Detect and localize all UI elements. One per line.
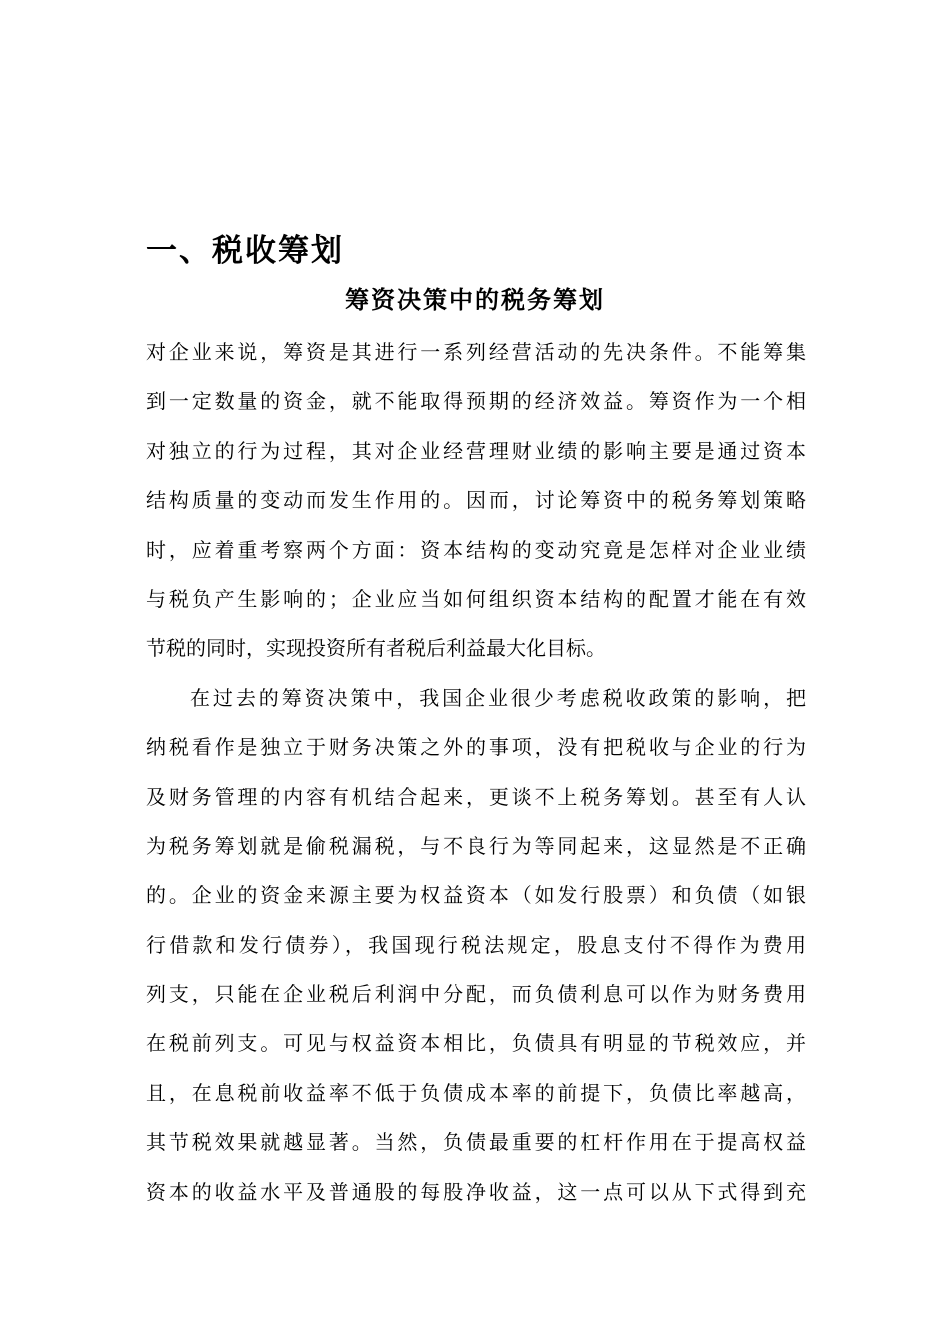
text-line: 行借款和发行债券），我国现行税法规定，股息支付不得作为费用 [146, 932, 806, 957]
text-line: 对独立的行为过程，其对企业经营理财业绩的影响主要是通过资本 [146, 438, 806, 463]
text-line: 与税负产生影响的；企业应当如何组织资本结构的配置才能在有效 [146, 586, 806, 611]
document-title: 筹资决策中的税务筹划 [345, 285, 605, 314]
text-line: 结构质量的变动而发生作用的。因而，讨论筹资中的税务筹划策略 [146, 488, 806, 513]
text-line: 资本的收益水平及普通股的每股净收益，这一点可以从下式得到充 [146, 1179, 806, 1204]
text-line: 列支，只能在企业税后利润中分配，而负债利息可以作为财务费用 [146, 982, 806, 1007]
text-line: 及财务管理的内容有机结合起来，更谈不上税务筹划。甚至有人认 [146, 784, 806, 809]
paragraph-1 [146, 328, 806, 674]
paragraph-2 [146, 674, 806, 1217]
text-line: 到一定数量的资金，就不能取得预期的经济效益。筹资作为一个相 [146, 389, 806, 414]
text-line: 其节税效果就越显著。当然，负债最重要的杠杆作用在于提高权益 [146, 1130, 806, 1155]
section-heading: 一、税收筹划 [146, 233, 344, 269]
text-line: 在税前列支。可见与权益资本相比，负债具有明显的节税效应，并 [146, 1031, 806, 1056]
body-text [146, 328, 806, 1217]
text-line: 纳税看作是独立于财务决策之外的事项，没有把税收与企业的行为 [146, 735, 806, 760]
text-line: 的。企业的资金来源主要为权益资本（如发行股票）和负债（如银 [146, 883, 806, 908]
text-line: 为税务筹划就是偷税漏税，与不良行为等同起来，这显然是不正确 [146, 833, 806, 858]
text-line: 对企业来说，筹资是其进行一系列经营活动的先决条件。不能筹集 [146, 340, 806, 364]
text-line: 且，在息税前收益率不低于负债成本率的前提下，负债比率越高， [146, 1080, 806, 1105]
text-line: 时，应着重考察两个方面：资本结构的变动究竟是怎样对企业业绩 [146, 537, 806, 562]
text-line: 在过去的筹资决策中，我国企业很少考虑税收政策的影响，把 [190, 685, 806, 710]
text-line: 节税的同时，实现投资所有者税后利益最大化目标。 [146, 636, 606, 661]
